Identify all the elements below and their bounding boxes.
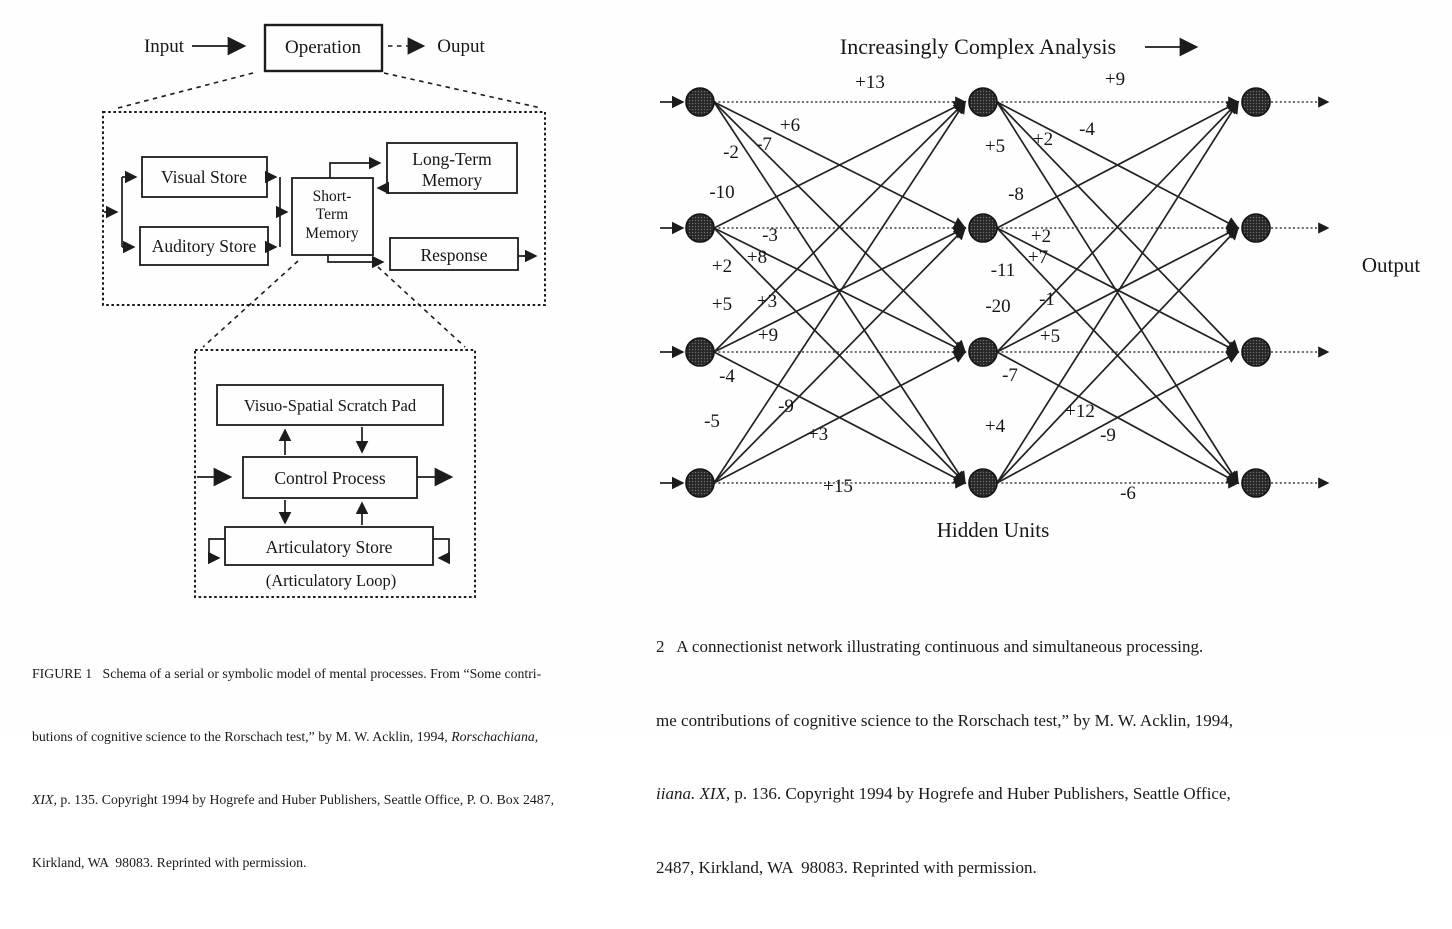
weight-label: +7	[1027, 247, 1049, 268]
weight-label: -4	[719, 366, 735, 387]
output-node	[1242, 214, 1270, 242]
response-label: Response	[420, 245, 488, 265]
expansion-dash-left	[114, 73, 253, 109]
scratch-pad-label: Visuo-Spatial Scratch Pad	[243, 396, 417, 415]
output-node	[1242, 469, 1270, 497]
weight-label: +3	[756, 291, 778, 312]
weight-label: +6	[779, 115, 801, 136]
weight-label: -5	[704, 411, 720, 432]
caption-line: FIGURE 1 Schema of a serial or symbolic model of mental processes. From “Some contri-	[32, 666, 542, 681]
weight-label: +5	[711, 294, 733, 315]
weight-label: +5	[1039, 326, 1061, 347]
output-node	[1242, 338, 1270, 366]
hidden-units-label: Hidden Units	[936, 518, 1050, 542]
weight-label: -6	[1120, 483, 1136, 504]
weight-label: +3	[807, 424, 829, 445]
figure1-caption	[32, 621, 554, 915]
articulatory-loop-label: (Articulatory Loop)	[265, 571, 397, 590]
stm-expansion-dash-right	[378, 267, 465, 347]
visual-store-label: Visual Store	[161, 167, 247, 187]
weight-label: -9	[1100, 425, 1116, 446]
weight-label: +2	[1032, 129, 1054, 150]
operation-label: Operation	[285, 37, 361, 58]
weight-label: +12	[1065, 401, 1095, 422]
weight-label: +15	[823, 476, 853, 497]
figure2-title: Increasingly Complex Analysis	[839, 34, 1117, 59]
weight-label: +4	[984, 416, 1006, 437]
stm-label-2: Term	[315, 206, 349, 223]
hidden-node	[969, 214, 997, 242]
weight-label: +2	[711, 256, 733, 277]
weight-label: -11	[990, 260, 1016, 281]
output-layer-label: Output	[1361, 253, 1421, 277]
figure2-caption	[656, 586, 1233, 929]
input-label: Input	[143, 36, 185, 57]
weight-label: +5	[984, 136, 1006, 157]
caption-line: 2 A connectionist network illustrating continuous and simultaneous processing.	[656, 637, 1204, 656]
weight-label: +9	[757, 325, 779, 346]
stm-label-1: Short-	[312, 188, 352, 205]
figure1-diagram	[0, 0, 650, 620]
weight-label: -2	[723, 142, 739, 163]
control-process-label: Control Process	[274, 468, 386, 488]
ltm-label-1: Long-Term	[412, 149, 492, 169]
ltm-label-2: Memory	[421, 170, 483, 190]
ouput-label: Ouput	[437, 36, 485, 57]
stm-to-ltm-arrow	[330, 163, 380, 178]
stm-label-3: Memory	[305, 225, 359, 242]
weight-label: -8	[1008, 184, 1024, 205]
weight-label: -1	[1039, 289, 1055, 310]
weight-label: -3	[762, 225, 778, 246]
weight-label: +8	[746, 247, 768, 268]
input-node	[686, 214, 714, 242]
weight-label: -9	[778, 396, 794, 417]
articulatory-loop-left	[209, 539, 225, 558]
input-node	[686, 469, 714, 497]
hidden-node	[969, 338, 997, 366]
weight-label: -7	[756, 134, 772, 155]
caption-line: XIX, p. 135. Copyright 1994 by Hogrefe and Huber Publishers, Seattle Office, P. O. Box 2487,	[32, 792, 555, 807]
stm-to-response-arrow	[328, 255, 383, 262]
caption-line: butions of cognitive science to the Rorschach test,” by M. W. Acklin, 1994, Rorschachiana,	[32, 729, 539, 744]
input-node	[686, 88, 714, 116]
weight-label: -7	[1002, 365, 1018, 386]
auditory-store-label: Auditory Store	[151, 236, 257, 256]
input-node	[686, 338, 714, 366]
expansion-dash-right	[384, 73, 541, 108]
weight-label: -4	[1079, 119, 1095, 140]
articulatory-loop-right	[433, 539, 449, 558]
caption-line: me contributions of cognitive science to the Rorschach test,” by M. W. Acklin, 1994,	[656, 710, 1233, 730]
weight-label: +2	[1030, 226, 1052, 247]
caption-line: iiana. XIX, p. 136. Copyright 1994 by Hogrefe and Huber Publishers, Seattle Office,	[656, 784, 1231, 803]
weight-label: -10	[709, 182, 735, 203]
output-node	[1242, 88, 1270, 116]
caption-line: 2487, Kirkland, WA 98083. Reprinted with permission.	[656, 857, 1037, 877]
hidden-node	[969, 469, 997, 497]
weight-label: -20	[985, 296, 1011, 317]
articulatory-store-label: Articulatory Store	[265, 537, 393, 557]
caption-line: Kirkland, WA 98083. Reprinted with permission.	[32, 855, 307, 870]
figure2-network	[640, 0, 1452, 580]
weight-label: +13	[855, 72, 885, 93]
hidden-node	[969, 88, 997, 116]
network-graph	[660, 69, 1328, 504]
weight-label: +9	[1104, 69, 1126, 90]
